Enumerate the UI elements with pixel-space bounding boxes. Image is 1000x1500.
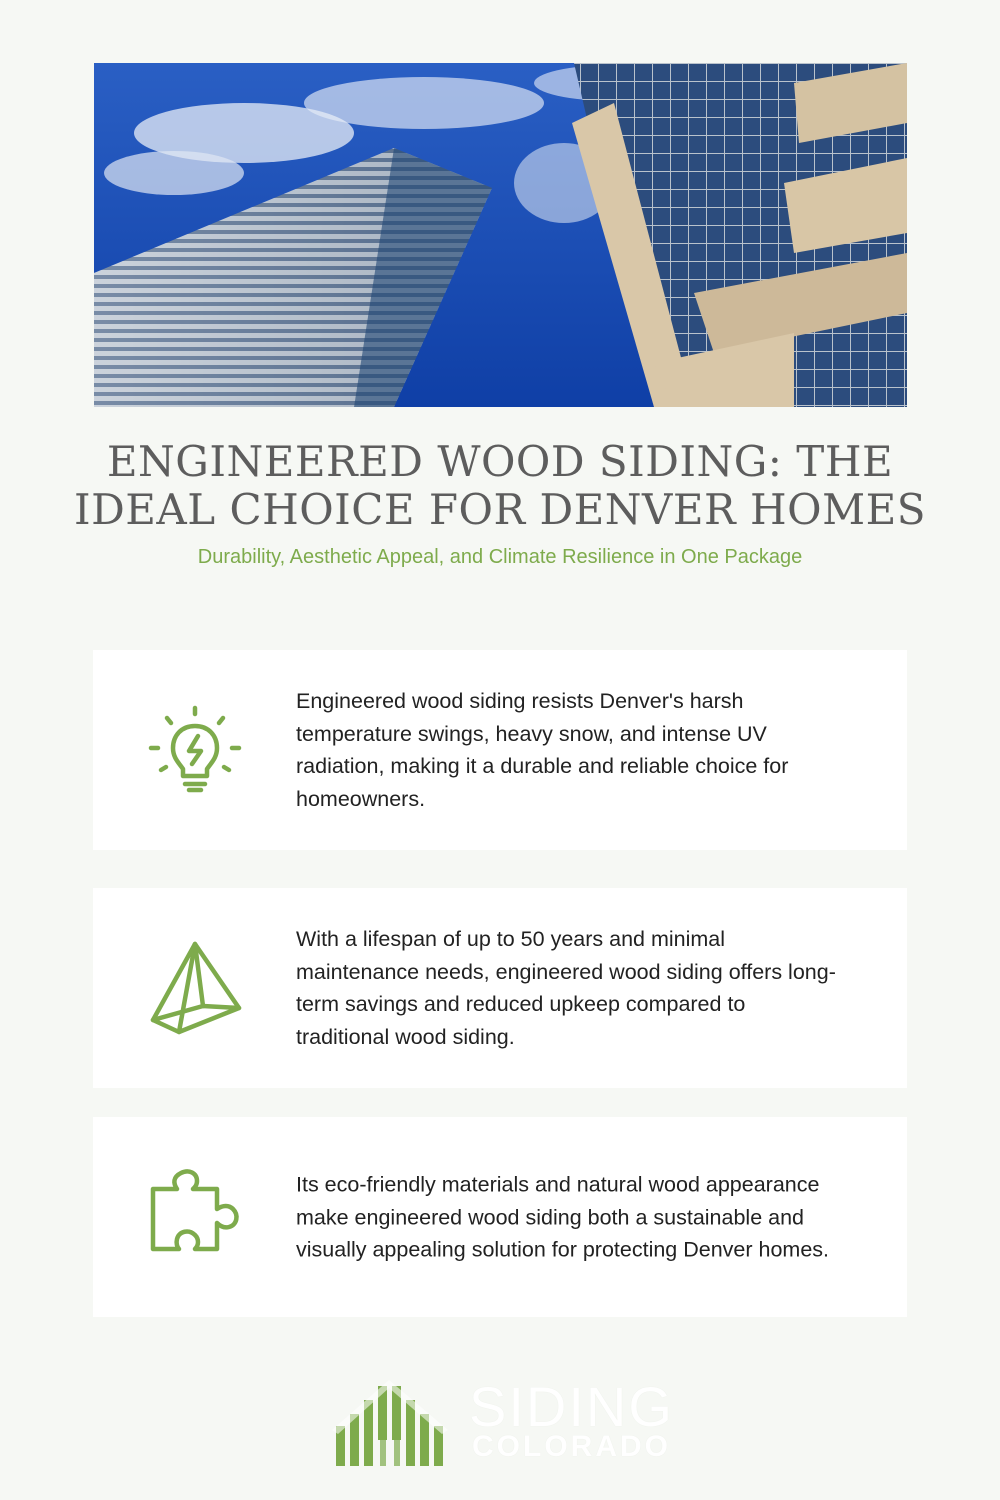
feature-card-lifespan	[93, 888, 907, 1088]
lightbulb-icon	[143, 698, 247, 802]
logo-wordmark-siding: SIDING	[469, 1375, 674, 1438]
brand-logo	[332, 1375, 674, 1468]
hero-image-skyscrapers	[94, 63, 907, 407]
house-bars-icon	[332, 1378, 452, 1468]
puzzle-piece-icon	[143, 1165, 247, 1269]
feature-card-durability	[93, 650, 907, 850]
logo-wordmark-colorado: COLORADO	[472, 1430, 671, 1463]
feature-card-eco	[93, 1117, 907, 1317]
pyramid-icon	[143, 936, 247, 1040]
feature-text: Its eco-friendly materials and natural wood appearance make engineered wood siding both a sustainable and visually appealing solution for protecting Denver homes.	[296, 1172, 830, 1262]
feature-text: With a lifespan of up to 50 years and minimal maintenance needs, engineered wood siding offers long-term savings and reduced upkeep compared to traditional wood siding.	[296, 927, 836, 1049]
page-title: ENGINEERED WOOD SIDING: THE IDEAL CHOICE FOR DENVER HOMES	[73, 437, 927, 534]
page-subtitle: Durability, Aesthetic Appeal, and Climate Resilience in One Package	[197, 546, 803, 568]
skyscrapers-illustration	[94, 63, 907, 407]
feature-text: Engineered wood siding resists Denver's harsh temperature swings, heavy snow, and intense UV radiation, making it a durable and reliable choice for homeowners.	[296, 689, 789, 811]
